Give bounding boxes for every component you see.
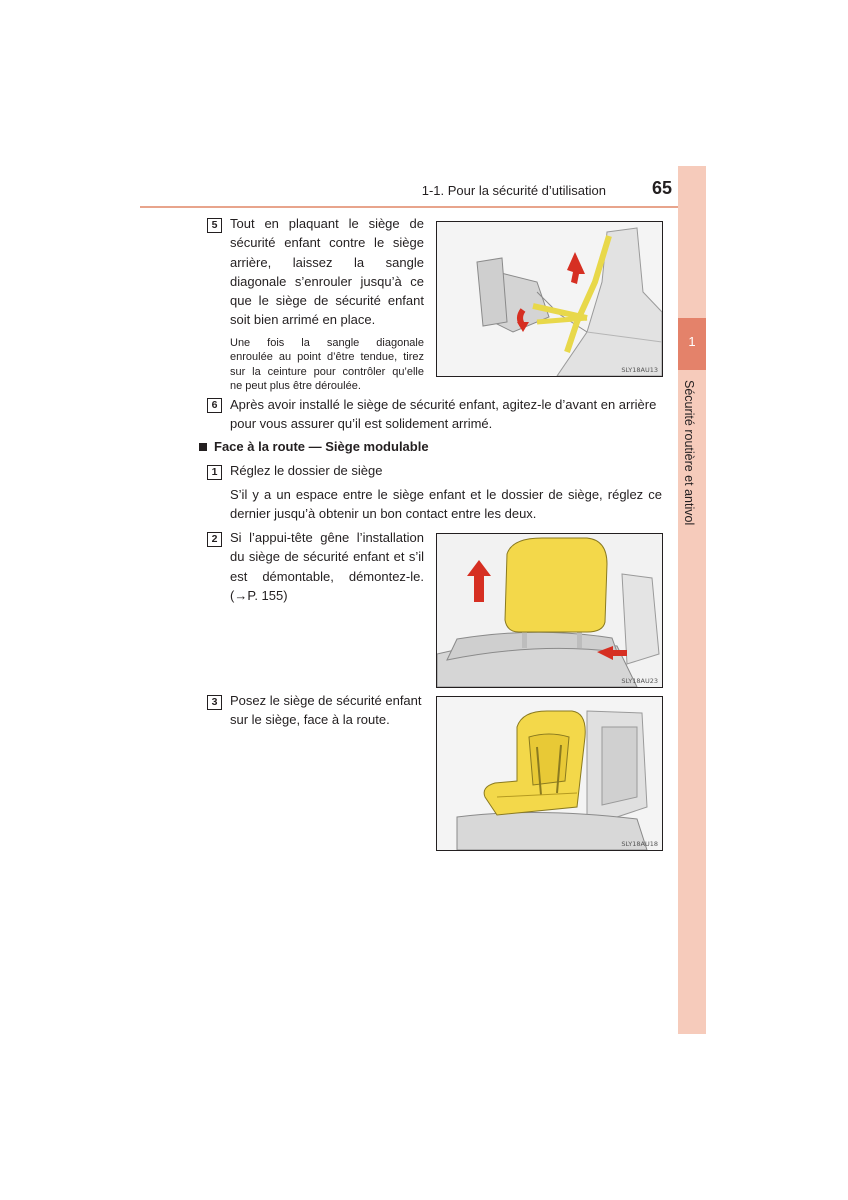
chapter-title: Sécurité routière et antivol	[682, 380, 696, 526]
note-line: ne peut plus être déroulée.	[230, 379, 361, 392]
step-6-line: pour vous assurer qu’il est solidement arrimé.	[230, 416, 493, 432]
step-5-text	[230, 214, 424, 330]
step-2-line: (→P. 155)	[230, 587, 288, 603]
note-line: Une fois la sangle diagonale	[230, 337, 424, 349]
headrest-removal-illustration	[437, 534, 662, 687]
chapter-title-vertical	[678, 380, 706, 630]
step-6-text	[230, 395, 662, 434]
section-heading: Face à la route — Siège modulable	[214, 439, 429, 454]
figure-forward-seat	[436, 696, 663, 851]
figure-code: SLY18AU18	[621, 840, 658, 848]
note-line: enroulée au point d’être tendue, tirez	[230, 351, 424, 364]
step-3-line: Posez le siège de sécurité enfant	[230, 693, 422, 708]
step-1-line: S’il y a un espace entre le siège enfant et le dossier de siège, réglez ce	[230, 487, 662, 502]
page-number: 65	[651, 178, 672, 198]
step-5-line: soit bien arrimé en place.	[230, 312, 376, 328]
step-3-line: sur le siège, face à la route.	[230, 712, 390, 728]
step-1-line: dernier jusqu’à obtenir un bon contact entre les deux.	[230, 506, 537, 522]
figure-code: SLY18AU23	[621, 677, 658, 685]
step-2-line: Si l’appui-tête gêne l’installation	[230, 530, 424, 545]
step-5-line: arrière, laissez la sangle	[230, 254, 424, 270]
step-5-line: que le siège de sécurité enfant	[230, 293, 424, 309]
step-2-line: est démontable, démontez-le.	[230, 568, 424, 584]
section-bullet-icon	[199, 443, 207, 451]
section-title: 1-1. Pour la sécurité d’utilisation	[421, 183, 606, 198]
chapter-number: 1	[688, 334, 696, 349]
step-1-text	[230, 485, 662, 524]
figure-headrest	[436, 533, 663, 688]
step-3-text	[230, 691, 430, 730]
step-number-6: 6	[207, 398, 222, 413]
step-5-note	[230, 336, 424, 393]
step-number-5: 5	[207, 218, 222, 233]
step-number-1: 1	[207, 465, 222, 480]
header-rule	[140, 206, 706, 208]
figure-code: SLY18AU13	[621, 366, 658, 374]
forward-facing-child-seat-illustration	[437, 697, 662, 850]
step-number-2: 2	[207, 532, 222, 547]
step-5-line: Tout en plaquant le siège de	[230, 216, 424, 231]
step-6-line: Après avoir installé le siège de sécurité enfant, agitez-le d’avant en arrière	[230, 397, 657, 412]
chapter-number-box	[678, 318, 706, 370]
child-seat-belt-retract-illustration	[437, 222, 662, 376]
step-number-3: 3	[207, 695, 222, 710]
note-line: sur la ceinture pour contrôler qu’elle	[230, 365, 424, 378]
figure-belt-retract	[436, 221, 663, 377]
step-2-line: du siège de sécurité enfant et s’il	[230, 549, 424, 565]
step-5-line: diagonale s’enrouler jusqu’à ce	[230, 273, 424, 289]
step-1-title: Réglez le dossier de siège	[230, 463, 383, 478]
step-5-line: sécurité enfant contre le siège	[230, 235, 424, 251]
step-2-text	[230, 528, 424, 605]
